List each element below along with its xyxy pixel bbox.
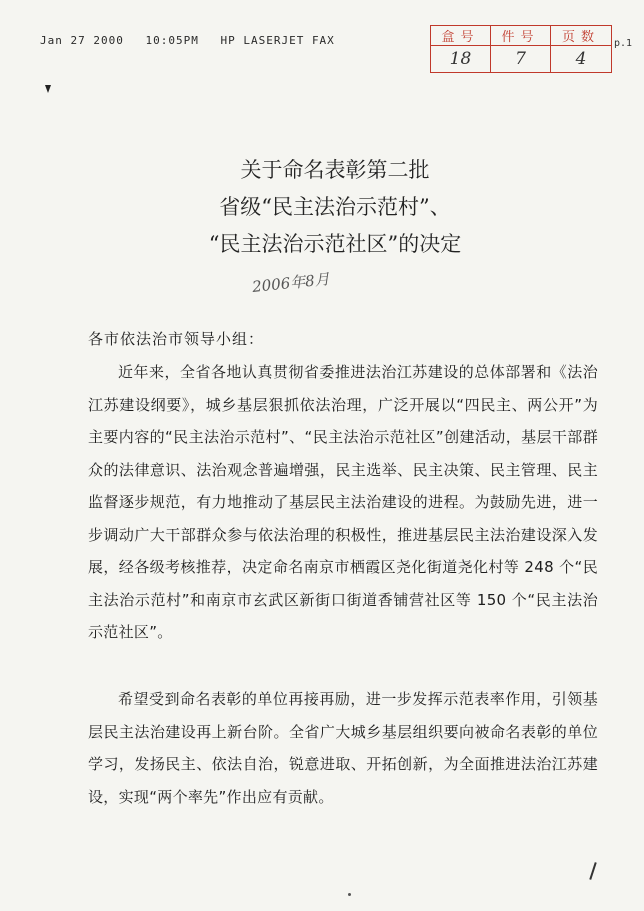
title-line-1: 关于命名表彰第二批: [240, 158, 430, 182]
scan-mark: [45, 85, 51, 93]
title-line-2: 省级“民主法治示范村”、: [219, 195, 451, 219]
scan-dot: [348, 893, 351, 896]
fax-header: [40, 34, 349, 47]
document-title: [120, 152, 550, 263]
fax-time: 10:05PM: [145, 34, 199, 47]
stamp-header-box: 盒号: [431, 26, 491, 46]
stamp-value-item: 7: [491, 46, 551, 72]
stamp-header-item: 件号: [491, 26, 551, 46]
salutation: 各市依法治市领导小组：: [88, 330, 265, 348]
fax-date: Jan 27 2000: [40, 34, 124, 47]
fax-device: HP LASERJET FAX: [220, 34, 335, 47]
body-paragraph-2: 希望受到命名表彰的单位再接再励，进一步发挥示范表率作用，引领基层民主法治建设再上新台阶。全省广大城乡基层组织要向被命名表彰的单位学习，发扬民主、依法自治，锐意进取、开拓创新，为全面推进法治江苏建设，实现“两个率先”作出应有贡献。: [88, 690, 598, 806]
title-line-3: “民主法治示范社区”的决定: [208, 232, 462, 256]
stamp-value-pages: 4: [575, 49, 587, 69]
stamp-header-pages: 页数: [551, 26, 611, 46]
page-number: p.1: [614, 38, 633, 49]
archive-stamp: [430, 25, 612, 73]
handwritten-date: 2006年8月: [251, 269, 331, 297]
body-paragraph-1: 近年来，全省各地认真贯彻省委推进法治江苏建设的总体部署和《法治江苏建设纲要》，城乡基层狠抓依法治理，广泛开展以“四民主、两公开”为主要内容的“民主法治示范村”、“民主法治示范社区”创建活动，基层干部群众的法律意识、法治观念普遍增强，民主选举、民主决策、民主管理、民主监督逐步规范，有力地推动了基层民主法治建设的进程。为鼓励先进，进一步调动广大干部群众参与依法治理的积极性，推进基层民主法治建设深入发展，经各级考核推荐，决定命名南京市栖霞区尧化街道尧化村等 248 个“民主法治示范村”和南京市玄武区新街口街道香铺营社区等 150 个“民主法治示范社区”。: [88, 363, 598, 641]
pen-mark: [589, 862, 596, 880]
stamp-value-box: 18: [431, 46, 491, 72]
